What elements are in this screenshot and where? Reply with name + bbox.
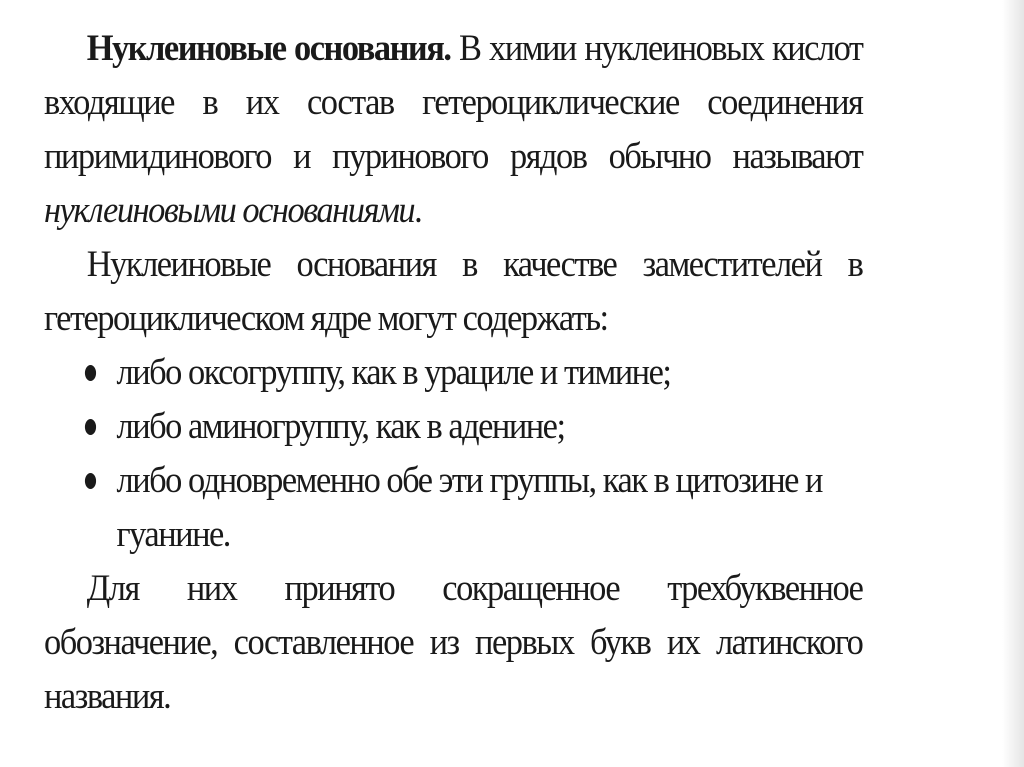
bullet-item (44, 400, 862, 454)
bullet-text: либо одновременно обе эти группы, как в цитозине и гуанине. (116, 460, 822, 555)
paragraph-substituents: Нуклеиновые основания в качестве заместителей в гетероциклическом ядре могут содержать: (44, 244, 863, 339)
paragraph-definition (44, 22, 862, 238)
bullet-item (44, 454, 862, 562)
paragraph-abbreviation: Для них принято сокращенное трехбуквенное обозначение, составленное из первых букв их латинского названия. (44, 568, 863, 717)
bullet-item (44, 346, 862, 400)
paragraph-definition-text: В химии нуклеиновых кислот входящие в их состав гетероциклические соединения пиримидинового и пуринового рядов обычно называют (44, 28, 863, 177)
italic-term: нуклеиновыми основаниями (44, 190, 415, 231)
document-text (44, 22, 862, 724)
bullet-list (44, 346, 862, 562)
bullet-dot-icon (85, 365, 96, 381)
bold-term: Нуклеиновые основания. (86, 28, 451, 69)
bullet-text: либо аминогруппу, как в аденине; (116, 406, 565, 447)
paragraph-definition-end: . (414, 190, 422, 231)
bullet-dot-icon (85, 473, 96, 489)
bullet-text: либо оксогруппу, как в урациле и тимине; (116, 352, 671, 393)
bullet-dot-icon (85, 419, 96, 435)
slide-edge-shadow (1002, 0, 1024, 767)
